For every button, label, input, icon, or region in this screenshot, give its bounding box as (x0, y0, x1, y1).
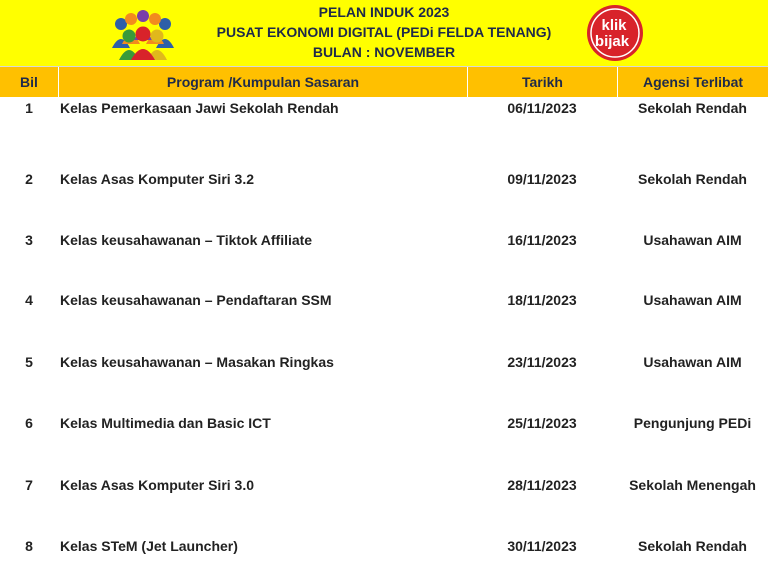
cell-agensi: Usahawan AIM (643, 354, 742, 370)
cell-tarikh: 23/11/2023 (507, 354, 577, 370)
cell-bil: 7 (25, 477, 33, 493)
table-row (0, 292, 768, 314)
cell-program: Kelas Pemerkasaan Jawi Sekolah Rendah (60, 100, 339, 116)
column-header-tarikh: Tarikh (467, 67, 617, 97)
cell-agensi: Sekolah Rendah (638, 171, 747, 187)
cell-tarikh: 09/11/2023 (507, 171, 577, 187)
table-row (0, 232, 768, 254)
cell-tarikh: 06/11/2023 (507, 100, 577, 116)
cell-bil: 3 (25, 232, 33, 248)
cell-tarikh: 18/11/2023 (507, 292, 577, 308)
table-row (0, 477, 768, 499)
cell-program: Kelas Asas Komputer Siri 3.2 (60, 171, 255, 187)
cell-agensi: Pengunjung PEDi (633, 415, 752, 431)
cell-tarikh: 30/11/2023 (507, 538, 577, 554)
cell-program: Kelas keusahawanan – Pendaftaran SSM (60, 292, 332, 308)
cell-bil: 1 (25, 100, 33, 116)
cell-agensi: Usahawan AIM (643, 292, 742, 308)
logo-bijak-text: bijak (594, 33, 630, 50)
cell-bil: 2 (25, 171, 33, 187)
cell-bil: 4 (25, 292, 33, 308)
klik-bijak-logo (584, 4, 646, 62)
cell-program: Kelas STeM (Jet Launcher) (60, 538, 238, 554)
column-header-program: Program /Kumpulan Sasaran (58, 67, 467, 97)
table-header (0, 66, 768, 97)
cell-program: Kelas Multimedia dan Basic ICT (60, 415, 271, 431)
title-line-2: PUSAT EKONOMI DIGITAL (PEDi FELDA TENANG) (216, 24, 552, 40)
cell-program: Kelas Asas Komputer Siri 3.0 (60, 477, 255, 493)
cell-bil: 6 (25, 415, 33, 431)
table-row (0, 415, 768, 437)
cell-tarikh: 25/11/2023 (507, 415, 577, 431)
cell-tarikh: 16/11/2023 (507, 232, 577, 248)
community-people-icon (112, 10, 174, 60)
cell-program: Kelas keusahawanan – Masakan Ringkas (60, 354, 334, 370)
cell-agensi: Usahawan AIM (643, 232, 742, 248)
title-line-3: BULAN : NOVEMBER (312, 44, 456, 60)
title-line-1: PELAN INDUK 2023 (318, 4, 450, 20)
cell-program: Kelas keusahawanan – Tiktok Affiliate (60, 232, 313, 248)
cell-bil: 5 (25, 354, 33, 370)
table-row (0, 100, 768, 122)
cell-tarikh: 28/11/2023 (507, 477, 577, 493)
table-row (0, 538, 768, 560)
cell-agensi: Sekolah Rendah (638, 538, 747, 554)
cell-bil: 8 (25, 538, 33, 554)
table-row (0, 171, 768, 193)
column-header-bil: Bil (20, 74, 38, 90)
table-row (0, 354, 768, 376)
cell-agensi: Sekolah Rendah (638, 100, 747, 116)
logo-klik-text: klik (601, 17, 627, 34)
cell-agensi: Sekolah Menengah (629, 477, 756, 493)
title-banner (0, 0, 768, 66)
column-header-agensi: Agensi Terlibat (617, 67, 768, 97)
